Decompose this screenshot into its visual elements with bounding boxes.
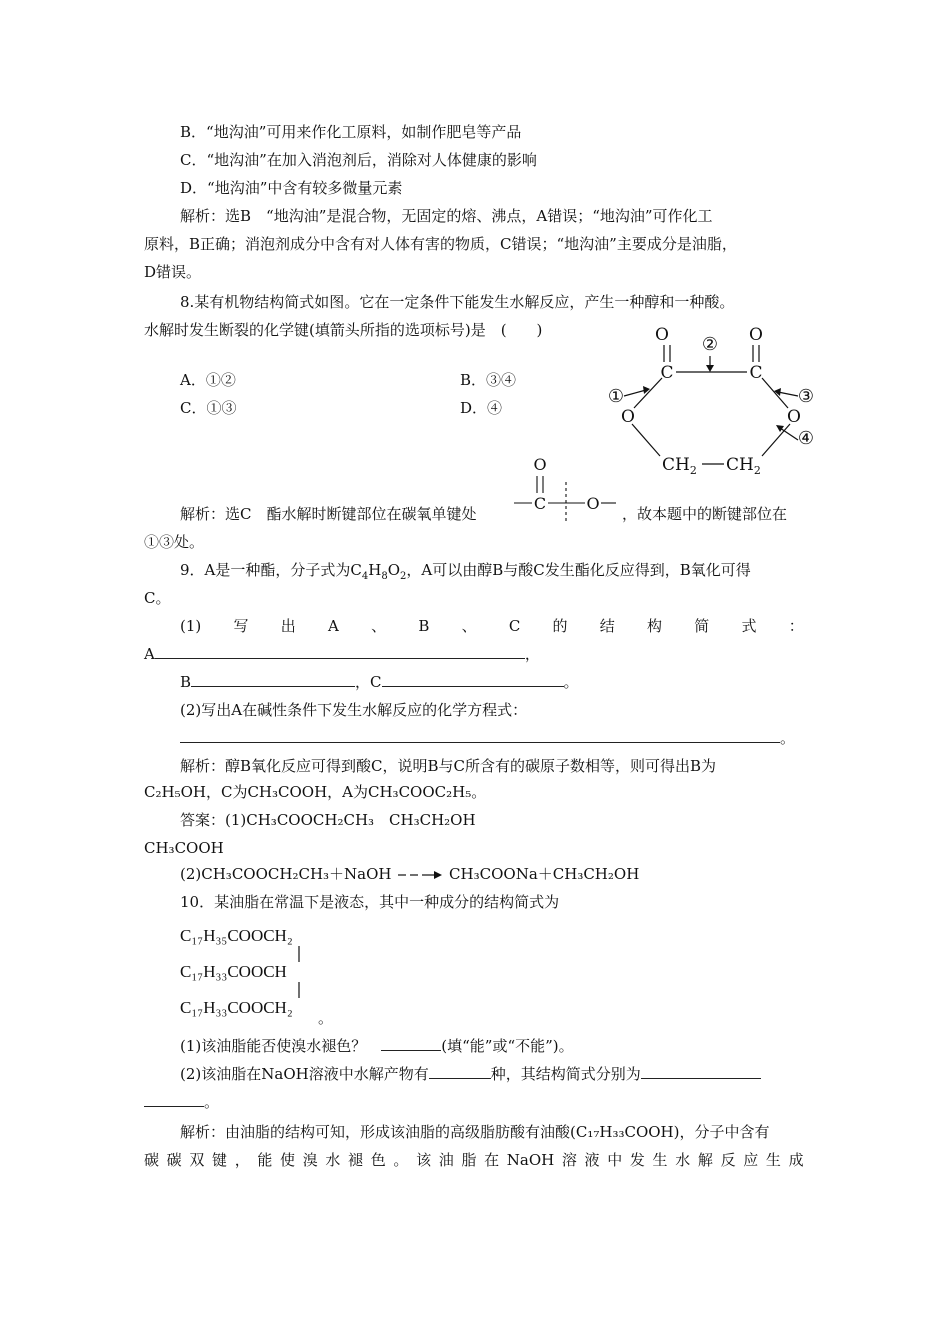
q8-stem-line1: 8.某有机物结构简式如图。它在一定条件下能发生水解反应，产生一种醇和一种酸。 [180, 293, 735, 311]
triglyceride-bonds [296, 942, 302, 1006]
q8-option-d: D．④ [460, 399, 503, 417]
prompt-word: 简 [694, 617, 710, 635]
q9-answer-line1: 答案：(1)CH₃COOCH₂CH₃ CH₃CH₂OH [180, 811, 476, 829]
analysis-word: 反 [720, 1151, 736, 1169]
q9-stem-line2: C。 [144, 589, 171, 607]
analysis-word: 水 [325, 1151, 341, 1169]
ring-o-top-right: O [749, 325, 763, 345]
marker-3: ③ [797, 386, 815, 407]
analysis-word: NaOH [506, 1151, 555, 1169]
prompt-word: ： [788, 617, 804, 635]
q9-part2-prompt: (2)写出A在碱性条件下发生水解反应的化学方程式： [180, 701, 528, 719]
ring-ch2-left: $CH_2$ [662, 455, 697, 477]
q9-answer-bc-line: B ，C 。 [180, 673, 579, 691]
analysis-word: 能 [257, 1151, 273, 1169]
triglyceride-row1: C₁₇H₃₅COOCH₂ [180, 926, 293, 945]
ring-o-left: O [621, 407, 635, 427]
fragment-o-top: O [533, 455, 547, 474]
q7-analysis-line2: 原料，B正确；消泡剂成分中含有对人体有害的物质，C错误；“地沟油”主要成分是油脂， [144, 235, 737, 253]
q9-part1-prompt [180, 616, 804, 636]
analysis-word: 键 [212, 1151, 228, 1169]
marker-4: ④ [797, 428, 815, 449]
analysis-word: 生 [765, 1151, 781, 1169]
reaction-arrow-icon [396, 869, 444, 881]
ester-ring-structure [590, 318, 830, 478]
q8-analysis-line2: ①③处。 [144, 533, 205, 551]
analysis-word: 生 [652, 1151, 668, 1169]
prompt-word: 、 [371, 617, 387, 635]
analysis-word: 碳 [144, 1151, 160, 1169]
q10-analysis-line1: 解析：由油脂的结构可知，形成该油脂的高级脂肪酸有油酸(C₁₇H₃₃COOH)，分子中含有 [180, 1123, 770, 1141]
analysis-word: 溶 [561, 1151, 577, 1169]
q8-option-c: C．①③ [180, 399, 237, 417]
q10-structure-period: 。 [318, 1009, 334, 1027]
q9-part2-line: 。 [180, 728, 795, 748]
ring-c-left: C [660, 363, 674, 383]
prompt-word: 式 [741, 617, 757, 635]
ring-o-right: O [787, 407, 801, 427]
q7-analysis-line1: 解析：选B “地沟油”是混合物，无固定的熔、沸点，A错误；“地沟油”可作化工 [180, 207, 713, 225]
triglyceride-row3: C₁₇H₃₃COOCH₂ [180, 998, 293, 1017]
ester-bond-fragment [510, 452, 620, 524]
blank-a[interactable] [155, 644, 525, 659]
q10-part1: (1)该油脂能否使溴水褪色？ (填“能”或“不能”)。 [180, 1037, 574, 1055]
q8-option-a: A．①② [180, 371, 236, 389]
q9-stem-line1: 9．A是一种酯，分子式为$C_4H_8O_2$，A可以由醇B与酸C发生酯化反应得到，B氧化可得 [180, 561, 751, 582]
prompt-word: 结 [599, 617, 615, 635]
blank-q10-2[interactable] [429, 1064, 491, 1079]
analysis-word: 解 [697, 1151, 713, 1169]
marker-1: ① [607, 386, 625, 407]
q8-option-b: B．③④ [460, 371, 517, 389]
q8-stem-line2: 水解时发生断裂的化学键(填箭头所指的选项标号)是 ( ) [144, 321, 543, 339]
analysis-word: 脂 [461, 1151, 477, 1169]
q7-option-b: B．“地沟油”可用来作化工原料，如制作肥皂等产品 [180, 123, 522, 141]
prompt-word: B [418, 617, 430, 635]
analysis-word: 褪 [348, 1151, 364, 1169]
blank-equation[interactable] [180, 728, 780, 743]
marker-2: ② [701, 334, 719, 355]
blank-c[interactable] [382, 672, 564, 687]
prompt-word: 的 [552, 617, 568, 635]
q10-part2-cont: 。 [144, 1092, 219, 1112]
q7-option-d: D．“地沟油”中含有较多微量元素 [180, 179, 403, 197]
q9-answer-line2: CH₃COOH [144, 839, 224, 857]
q9-answer-a-line: A ， [144, 645, 540, 663]
analysis-word: ， [234, 1151, 250, 1169]
q10-part2: (2)该油脂在NaOH溶液中水解产物有 种，其结构简式分别为 [180, 1064, 761, 1084]
fragment-o: O [586, 494, 600, 513]
analysis-word: 应 [743, 1151, 759, 1169]
analysis-word: 液 [584, 1151, 600, 1169]
fragment-c: C [533, 494, 547, 513]
prompt-word: 构 [647, 617, 663, 635]
q8-analysis-part1: 解析：选C 酯水解时断键部位在碳氧单键处 [180, 505, 477, 523]
q8-analysis-part2: ，故本题中的断键部位在 [622, 505, 788, 523]
q9-analysis-line2: C₂H₅OH，C为CH₃COOH，A为CH₃COOC₂H₅。 [144, 783, 487, 801]
prompt-word: (1) [180, 617, 202, 635]
prompt-word: 写 [233, 617, 249, 635]
analysis-word: 溴 [302, 1151, 318, 1169]
analysis-word: 使 [280, 1151, 296, 1169]
analysis-word: 碳 [166, 1151, 182, 1169]
ring-o-top-left: O [655, 325, 669, 345]
analysis-word: 在 [484, 1151, 500, 1169]
ring-ch2-right: $CH_2$ [726, 455, 761, 477]
prompt-word: 出 [280, 617, 296, 635]
blank-q10-1[interactable] [381, 1036, 441, 1051]
analysis-word: 水 [675, 1151, 691, 1169]
analysis-word: 成 [788, 1151, 804, 1169]
prompt-word: C [508, 617, 521, 635]
analysis-word: 该 [416, 1151, 432, 1169]
analysis-word: 。 [393, 1151, 409, 1169]
blank-q10-3b[interactable] [144, 1092, 204, 1107]
q9-analysis-line1: 解析：醇B氧化反应可得到酸C，说明B与C所含有的碳原子数相等，则可得出B为 [180, 757, 717, 775]
ring-c-right: C [749, 363, 763, 383]
analysis-word: 色 [370, 1151, 386, 1169]
q10-analysis-line2 [144, 1150, 804, 1170]
q10-stem: 10．某油脂在常温下是液态，其中一种成分的结构简式为 [180, 893, 560, 911]
prompt-word: A [327, 617, 339, 635]
analysis-word: 发 [629, 1151, 645, 1169]
q7-option-c: C．“地沟油”在加入消泡剂后，消除对人体健康的影响 [180, 151, 537, 169]
analysis-word: 中 [607, 1151, 623, 1169]
analysis-word: 双 [189, 1151, 205, 1169]
blank-q10-3a[interactable] [641, 1064, 761, 1079]
q7-analysis-line3: D错误。 [144, 263, 202, 281]
blank-b[interactable] [191, 672, 355, 687]
triglyceride-row2: C₁₇H₃₃COOCH [180, 962, 287, 981]
prompt-word: 、 [461, 617, 477, 635]
analysis-word: 油 [438, 1151, 454, 1169]
q9-answer-line3: (2)CH₃COOCH₂CH₃＋NaOH CH₃COONa＋CH₃CH₂OH [180, 865, 640, 883]
